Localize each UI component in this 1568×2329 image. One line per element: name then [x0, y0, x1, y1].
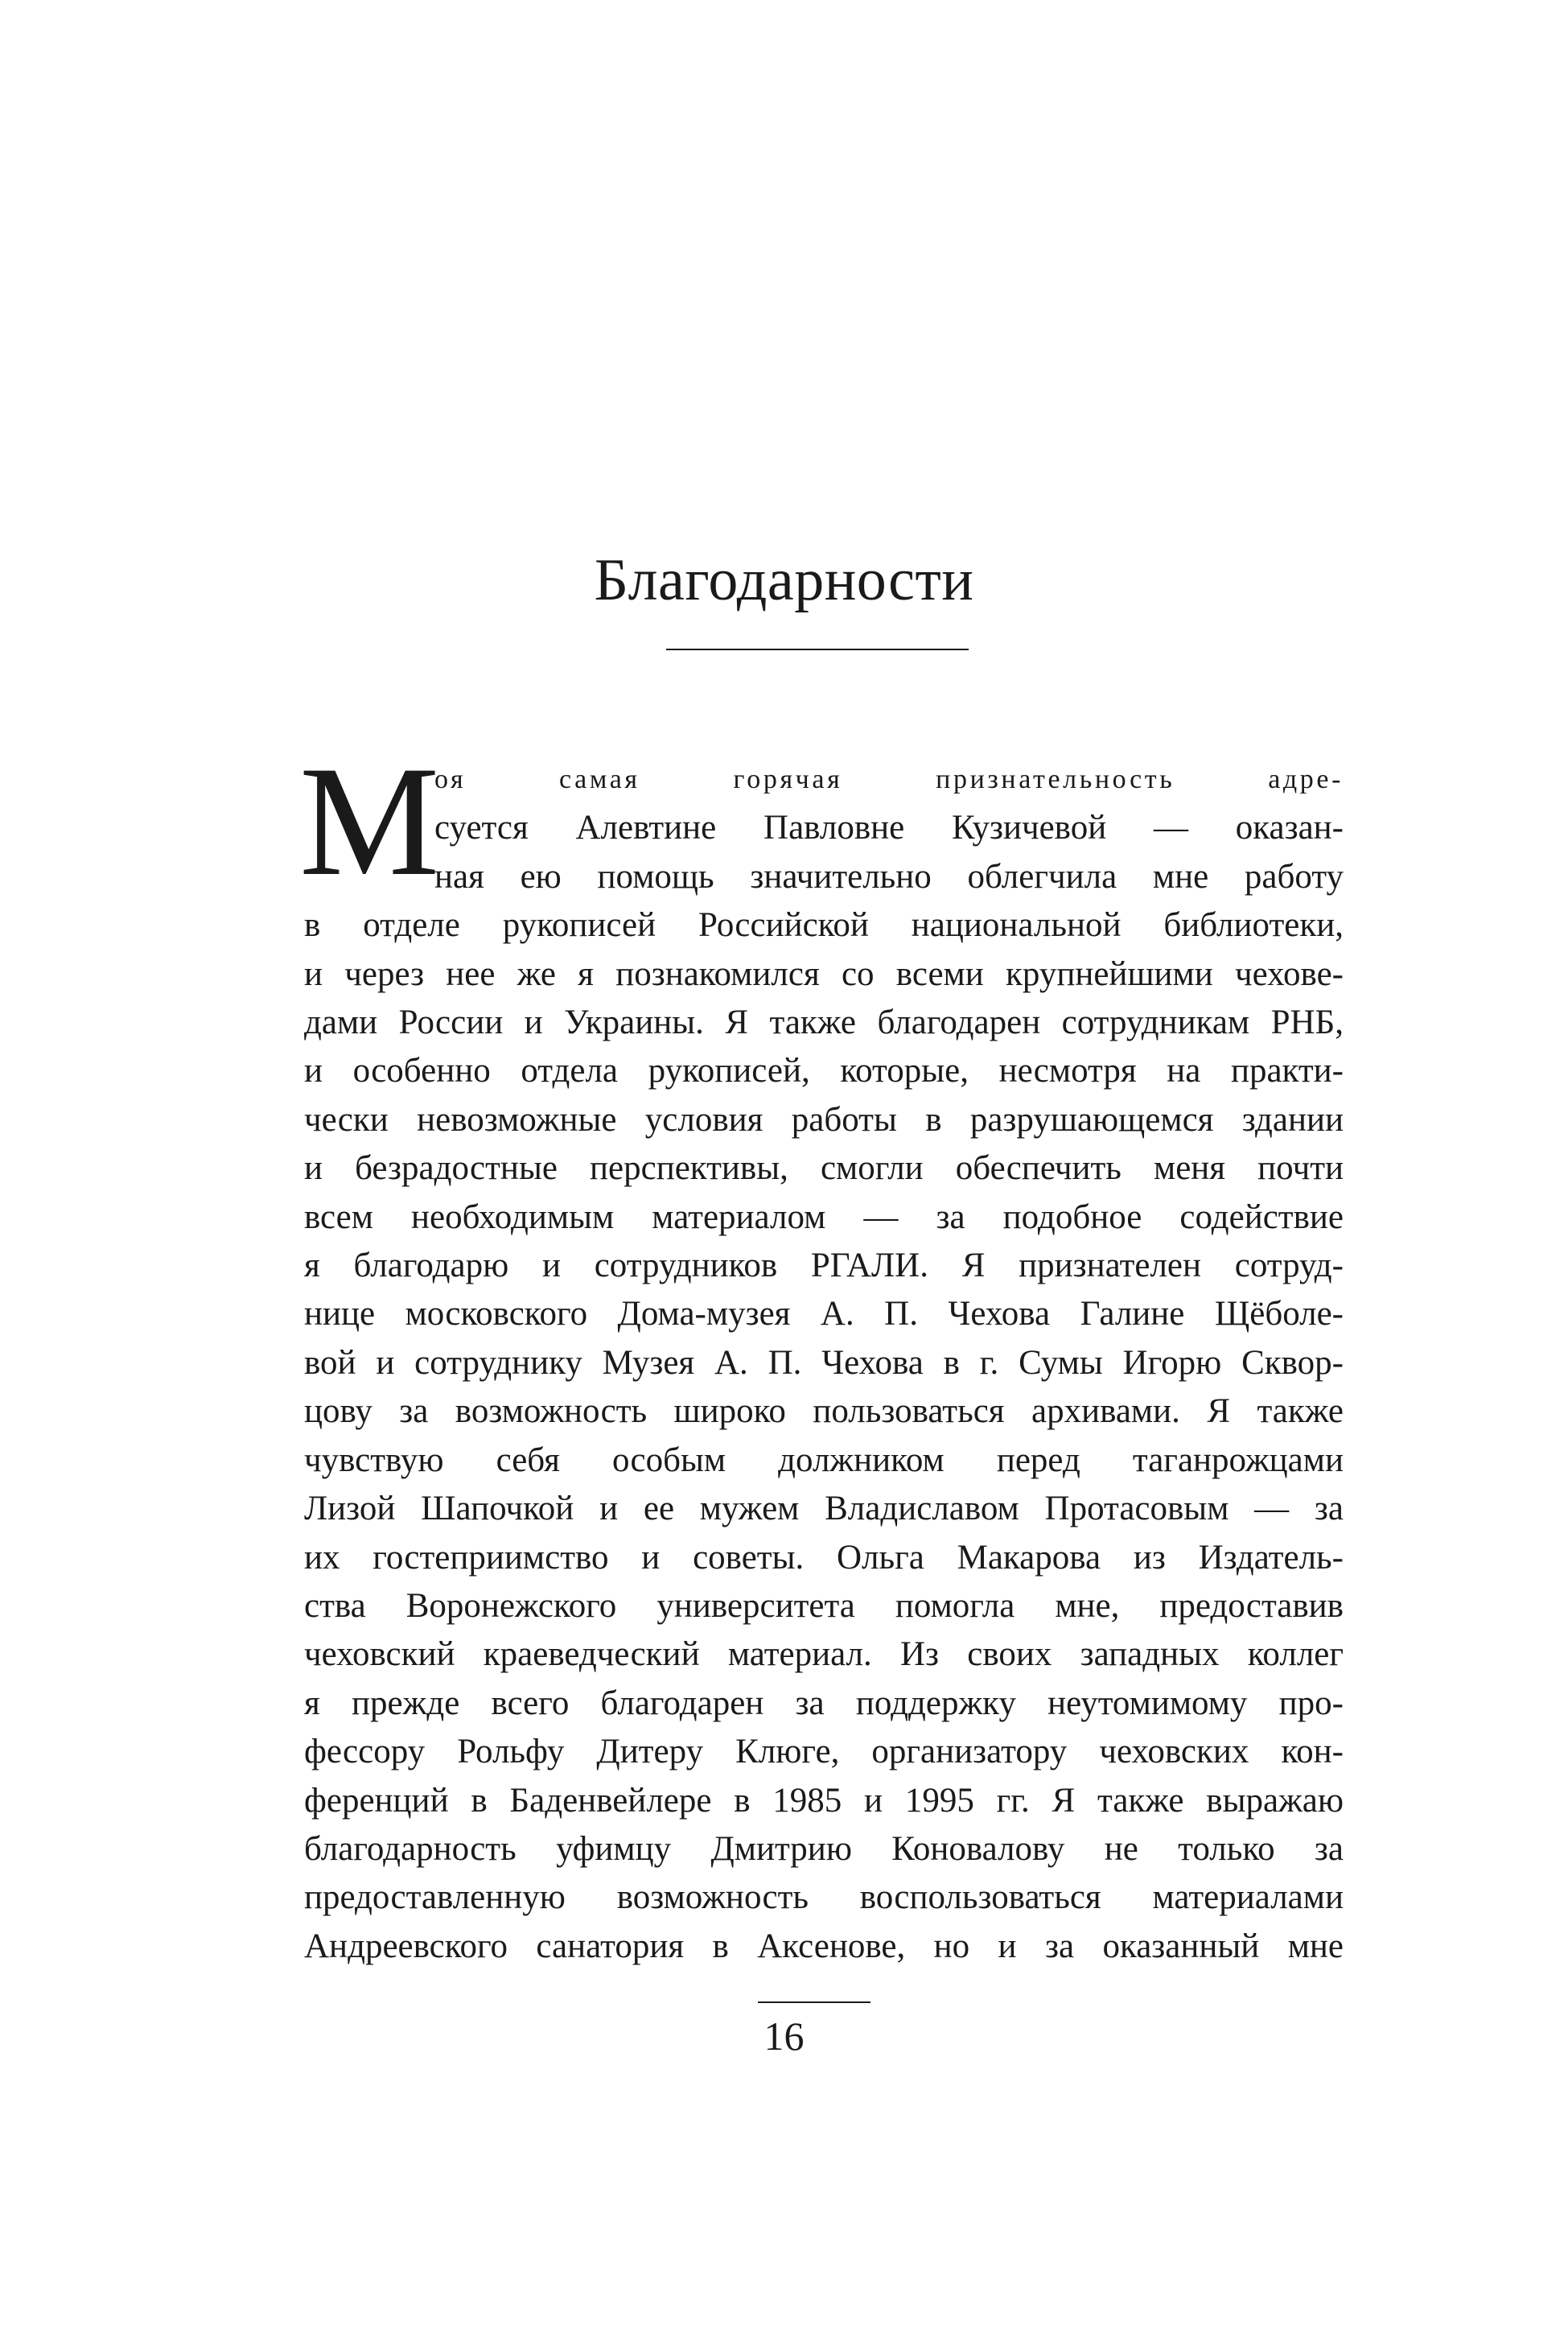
body-paragraph: [304, 753, 1344, 1971]
text-line: я благодарю и сотрудников РГАЛИ. Я признателен сотруд-: [304, 1247, 1344, 1285]
text-line: я прежде всего благодарен за поддержку неутомимому про-: [304, 1684, 1344, 1722]
text-line: ная ею помощь значительно облегчила мне работу: [434, 857, 1344, 896]
text-line: и через нее же я познакомился со всеми крупнейшими чехове-: [304, 954, 1344, 993]
page-number: 16: [763, 2014, 805, 2059]
text-line: Лизой Шапочкой и ее мужем Владиславом Протасовым — за: [304, 1490, 1344, 1528]
text-line: и особенно отдела рукописей, которые, несмотря на практи-: [304, 1052, 1344, 1090]
text-line: благодарность уфимцу Дмитрию Коновалову не только за: [304, 1829, 1344, 1868]
text-line: фессору Рольфу Дитеру Клюге, организатору чеховских кон-: [304, 1733, 1344, 1771]
text-line: суется Алевтине Павловне Кузичевой — оказан-: [434, 809, 1344, 847]
text-line: Андреевского санатория в Аксенове, но и за оказанный мне: [304, 1927, 1344, 1965]
text-line: ства Воронежского университета помогла мне, предоставив: [304, 1586, 1344, 1625]
text-line: всем необходимым материалом — за подобное содействие: [304, 1197, 1344, 1236]
text-line: предоставленную возможность воспользоваться материалами: [304, 1878, 1344, 1917]
text-line: цову за возможность широко пользоваться архивами. Я также: [304, 1392, 1344, 1431]
text-line: чески невозможные условия работы в разрушающемся здании: [304, 1100, 1344, 1139]
smallcaps-lead: оя самая горячая признательность адре-: [434, 765, 1344, 794]
footer-divider: [758, 2001, 870, 2003]
text-line: нице московского Дома-музея А. П. Чехова Галине Щёболе-: [304, 1295, 1344, 1334]
title-divider: [666, 649, 969, 650]
text-line: ференций в Баденвейлере в 1985 и 1995 гг. Я также выражаю: [304, 1781, 1344, 1820]
text-line: чеховский краеведческий материал. Из своих западных коллег: [304, 1635, 1344, 1674]
text-line: чувствую себя особым должником перед таганрожцами: [304, 1441, 1344, 1479]
text-line: в отделе рукописей Российской национальной библиотеки,: [304, 906, 1344, 945]
text-line: [304, 753, 1344, 804]
text-line: вой и сотруднику Музея А. П. Чехова в г. Сумы Игорю Сквор-: [304, 1343, 1344, 1382]
text-line: их гостеприимство и советы. Ольга Макарова из Издатель-: [304, 1538, 1344, 1577]
text-line: дами России и Украины. Я также благодарен сотрудникам РНБ,: [304, 1004, 1344, 1042]
text-line: и безрадостные перспективы, смогли обеспечить меня почти: [304, 1149, 1344, 1188]
drop-cap-letter: М: [299, 734, 440, 909]
chapter-title: Благодарности: [594, 547, 974, 613]
